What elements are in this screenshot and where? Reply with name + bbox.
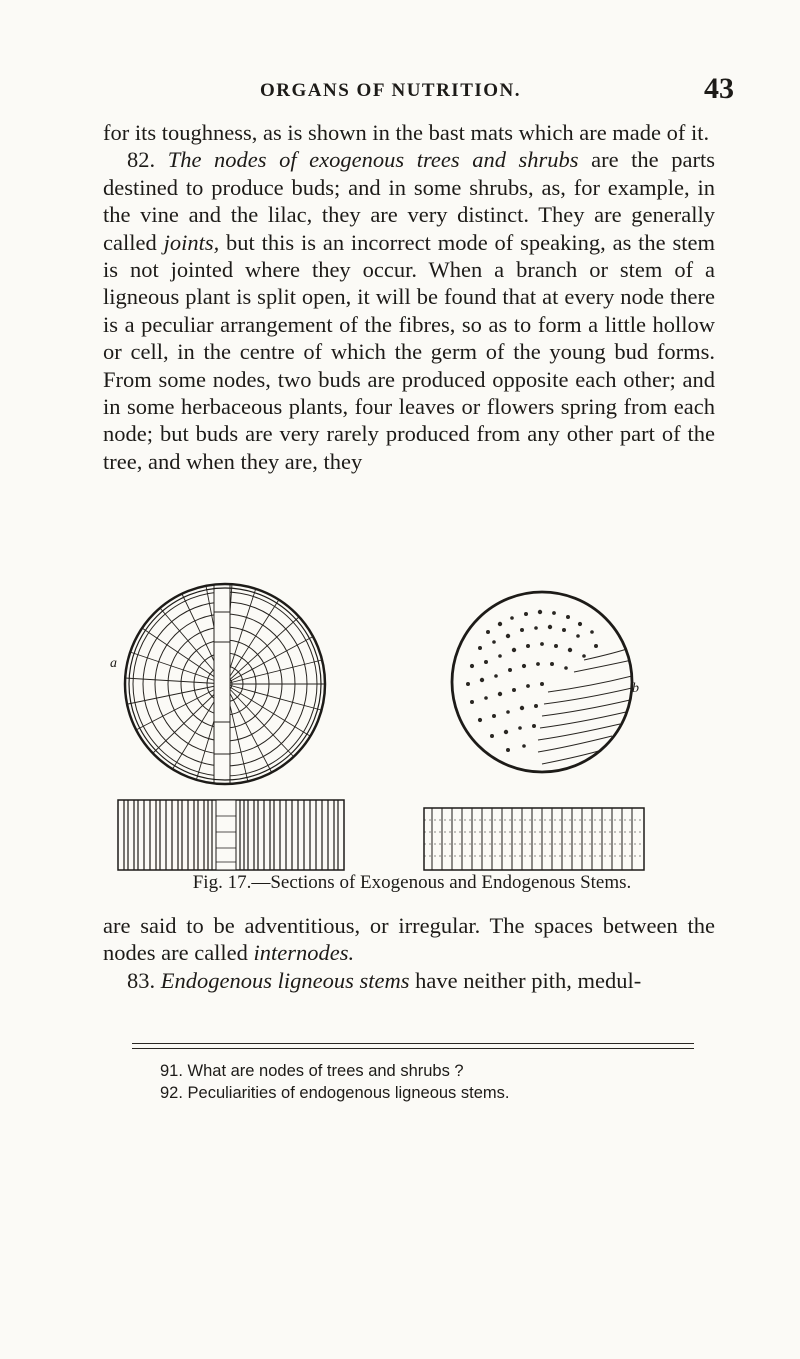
footnote-rule bbox=[132, 1048, 694, 1049]
exogenous-cross-section bbox=[125, 580, 325, 788]
paragraph-number: 83. bbox=[127, 967, 156, 993]
body-text-bottom bbox=[103, 912, 715, 994]
page-header bbox=[100, 74, 740, 110]
italic-term: Endogenous ligneous stems bbox=[160, 967, 410, 993]
label-b: b bbox=[632, 681, 639, 696]
paragraph-continued: for its toughness, as is shown in the bast mats which are made of it. bbox=[103, 120, 710, 145]
italic-term: internodes. bbox=[253, 940, 355, 966]
endogenous-longitudinal-section bbox=[424, 808, 644, 870]
exogenous-longitudinal-section bbox=[118, 800, 344, 870]
running-title: ORGANS OF NUTRITION. bbox=[260, 80, 522, 101]
figure-caption: Fig. 17.—Sections of Exogenous and Endogenous Stems. bbox=[192, 872, 632, 893]
label-a: a bbox=[110, 656, 117, 671]
figure-17 bbox=[108, 572, 708, 872]
paragraph-number: 82. bbox=[127, 147, 156, 173]
italic-term: joints, bbox=[163, 229, 220, 255]
endogenous-cross-section bbox=[452, 592, 632, 772]
footnotes bbox=[160, 1060, 700, 1104]
paragraph-82: 82. The nodes of exogenous trees and shrubs are the parts destined to produce buds; and in some shrubs, as, for example, in the vine and the lilac, they are very distinct. They are generally called joints, but this is an incorrect mode of speaking, as the stem is not jointed where they occur. When a branch or stem of a ligneous plant is split open, it will be found that at every node there is a peculiar arrangement of the fibres, so as to form a little hollow or cell, in the centre of which the germ of the young bud forms. From some nodes, two buds are produced opposite each other; and in some herbaceous plants, four leaves or flowers spring from each node; but buds are very rarely produced from any other part of the tree, and when they are, they bbox=[103, 147, 715, 474]
footnote-92: 92. Peculiarities of endogenous ligneous stems. bbox=[160, 1084, 510, 1102]
footnote-rule bbox=[132, 1043, 694, 1044]
page-number: 43 bbox=[704, 72, 734, 105]
stem-sections-illustration bbox=[108, 572, 708, 872]
paragraph-83: 83. Endogenous ligneous stems have neither pith, medul- bbox=[127, 967, 642, 993]
footnote-91: 91. What are nodes of trees and shrubs ? bbox=[160, 1062, 464, 1080]
body-text-top bbox=[103, 119, 715, 475]
paragraph-continued: are said to be adventitious, or irregular. The spaces between the nodes are called internodes. bbox=[103, 913, 715, 966]
italic-term: The nodes of exogenous trees and shrubs bbox=[167, 147, 579, 173]
